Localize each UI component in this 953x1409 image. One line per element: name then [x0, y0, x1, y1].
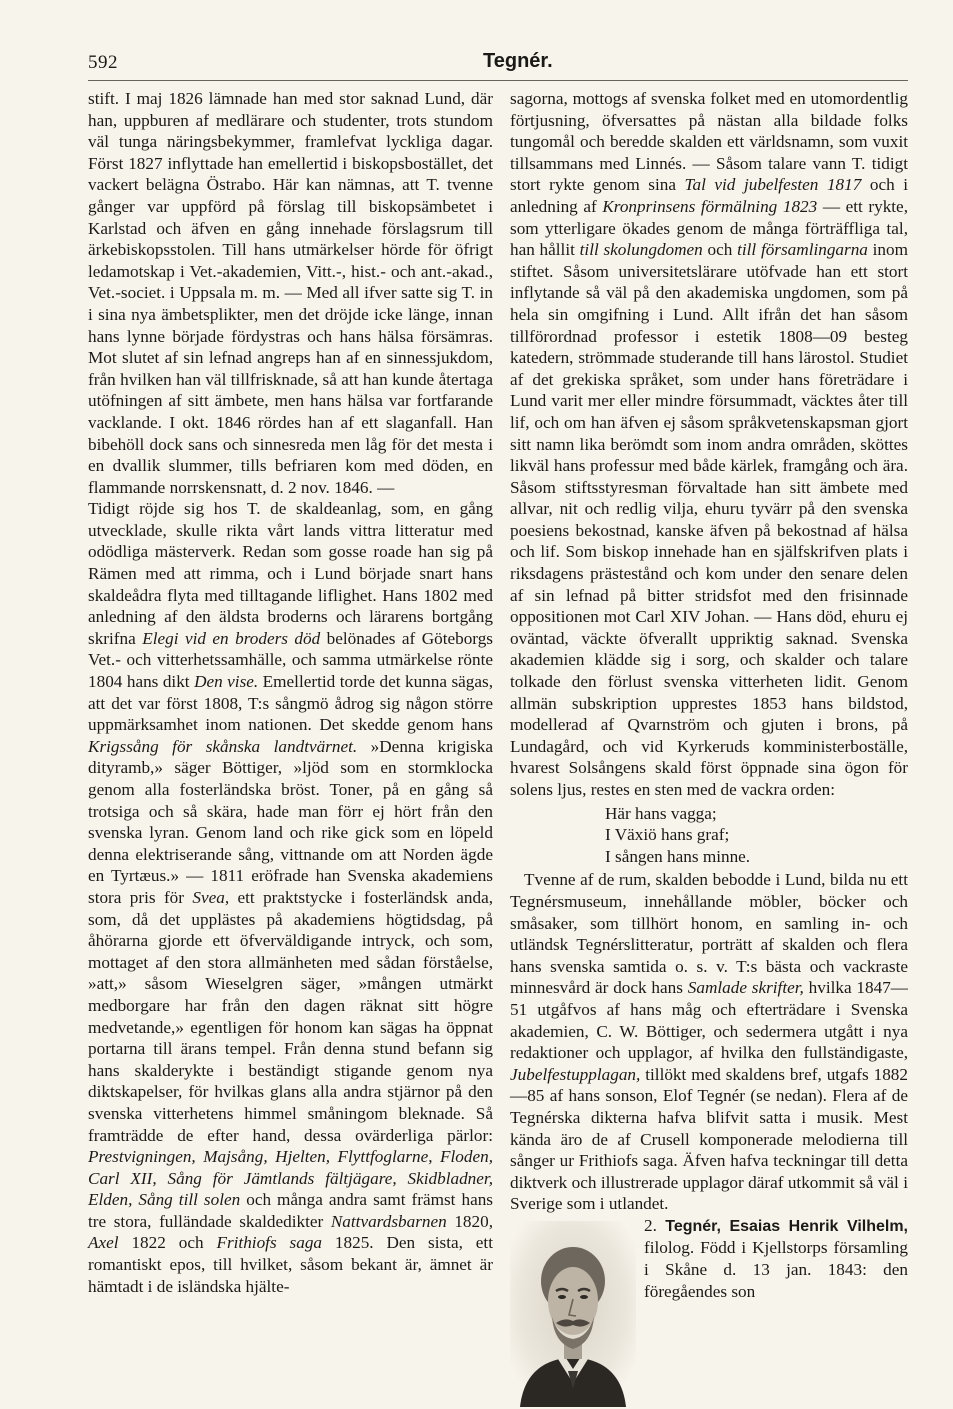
- left-paragraph-2: Tidigt röjde sig hos T. de skaldeanlag, som, en gång utvecklade, skulle rikta vårt lands vittra litteratur med odödliga mästerverk. Redan som gosse roade han sig på Rämen med att rimma, och i Lund började snart hans skaldeådra flyta med tilltagande liflighet. Hans 1802 med anledning af den äldsta broderns och lärarens bortgång skrifna Elegi vid en broders död belönades af Göteborgs Vet.- och vitterhetssamhälle, och samma utmärkelse rönte 1804 hans dikt Den vise. Emellertid torde det kunna sägas, att det var först 1808, T:s sångmö ådrog sig någon större uppmärksamhet inom nationen. Det skedde genom hans Krigssång för skånska landtvärnet. »Denna krigiska dityramb,» säger Böttiger, »ljöd som en stormklocka genom alla fosterländska bröst. Toner, på en gång så trotsiga och så skära, hade man förr ej hört från den svenska lyran. Genom land och rike gick som en löpeld denna elektriserande sång, vittnande om att Norden ägde en Tyrtæus.» — 1811 eröfrade han Svenska akademiens stora pris för Svea, ett praktstycke i fosterländsk anda, som, då det upplästes på akademiens högtidsdag, på åhörarna gjorde ett öfverväldigande intryck, och som, mottaget af den stora allmänheten med sådan förståelse, »att,» såsom Wieselgren säger, »mången utmärkt medborgare har från den dagen räknat sitt högre medvetande,» egentligen för honom kan sägas ha öppnat portarna till ärans tempel. Från denna stund befann sig hans skalderykte i beständigt stigande genom nya diktskapelser, för hvilkas glans alla andra stjärnor på den svenska vitterhetens himmel småningom bleknade. Så framträdde de efter hand, dessa ovärderliga pärlor: Prestvigningen, Majsång, Hjelten, Flyttfoglarne, Floden, Carl XII, Sång för Jämtlands fältjägare, Skidbladner, Elden, Sång till solen och många andra samt främst hans tre stora, fulländade skaldedikter Nattvardsbarnen 1820, Axel 1822 och Frithiofs saga 1825. Den sista, ett romantiskt epos, till hvilket, såsom bekant är, ämnet är hämtadt i de isländska hjälte-: [88, 499, 493, 1296]
- work-title: Krigssång för skånska landtvärnet.: [88, 736, 358, 756]
- running-head: Tegnér.: [483, 50, 553, 72]
- page-header: [88, 48, 908, 78]
- header-rule: [88, 80, 908, 81]
- entry-headword: Tegnér, Esaias Henrik Vilhelm,: [665, 1217, 908, 1235]
- inscription-poem: [605, 803, 908, 868]
- work-title: Tal vid jubelfesten 1817: [684, 175, 862, 195]
- right-column: [510, 88, 908, 1409]
- entry-number: 2.: [644, 1215, 657, 1235]
- portrait-image: [510, 1221, 636, 1407]
- work-title: Jubelfestupplagan,: [510, 1064, 641, 1084]
- poem-line: Här hans vagga;: [605, 803, 717, 823]
- work-title: till församlingarna: [737, 240, 868, 260]
- work-title: Nattvardsbarnen: [330, 1211, 447, 1231]
- portrait-engraving-icon: [510, 1221, 636, 1407]
- left-column: [88, 88, 493, 1297]
- work-title-list: Prestvigningen, Majsång, Hjelten, Flyttfoglarne, Floden, Carl XII, Sång för Jämtlands fältjägare, Skidbladner, Elden, Sång till solen: [88, 1147, 493, 1210]
- work-title: Kronprinsens förmälning 1823: [602, 196, 818, 216]
- poem-line: I sången hans minne.: [605, 846, 751, 866]
- work-title: Samlade skrifter,: [687, 978, 804, 998]
- work-title: Frithiofs saga: [216, 1233, 323, 1253]
- work-title: Elegi vid en broders död: [142, 628, 321, 648]
- right-paragraph-2: Tvenne af de rum, skalden bebodde i Lund, bilda nu ett Tegnérsmuseum, innehållande möbler, böcker och småsaker, som tillhört honom, en samling in- och utländsk Tegnérslitteratur, porträtt af skalden och flera hans svenska samtida o. s. v. T:s bästa och vackraste minnesvård är dock hans Samlade skrifter, hvilka 1847—51 utgåfvos af hans måg och efterträdare i Svenska akademien, C. W. Böttiger, och sedermera utgått i nya redaktioner och upplagor, af hvilka den fullständigaste, Jubelfestupplagan, tillökt med skaldens bref, utgafs 1882—85 af hans sonson, Elof Tegnér (se nedan). Flera af de Tegnérska dikterna hafva blifvit satta i musik. Mest kända äro de af Crusell komponerade melodierna till sånger ur Frithiofs saga. Äfven hafva teckningar till detta diktverk och illustrerade upplagor däraf utkommit så väl i Sverige som i utlandet.: [510, 870, 908, 1214]
- right-paragraph-1: sagorna, mottogs af svenska folket med en utomordentlig förtjusning, öfversattes på nästan alla bildade folks tungomål och beredde skalden ett världsnamn, som vuxit tillsammans med Linnés. — Såsom talare vann T. tidigt stort rykte genom sina Tal vid jubelfesten 1817 och i anledning af Kronprinsens förmälning 1823 — ett rykte, som ytterligare ökades genom de många förträffliga tal, han hållit till skolungdomen och till församlingarna inom stiftet. Såsom universitetslärare utöfvade han ett stort inflytande så väl på den akademiska ungdomen, som på hela sin omgifning i Lund. Allt ifrån det han såsom tillförordnad professor i estetik 1808—09 besteg katedern, strömmade studerande till hans lärostol. Studiet af det grekiska språket, som under hans företrädare i Lund varit mer eller mindre försummadt, väcktes åter till lif, och om han äfven ej såsom språkvetenskapsman gjort sitt namn lika berömdt som inom andra områden, sköttes likväl hans professur med både kärlek, framgång och ära. Såsom stiftsstyresman förvaltade han sitt ämbete med allvar, nit och redlig vilja, ehuru tyvärr på den svenska poesiens bekostnad, kanske äfven på bekostnad af hälsa och lif. Som biskop innehade han en själfskrifven plats i riksdagens prästestånd och kom under den senare delen af sin lefnad på bitter stridsfot med den frisinnade oppositionen mot Carl XIV Johan. — Hans död, ehuru ej oväntad, väckte öfverallt uppriktig saknad. Svenska akademien klädde sig i sorg, och skalder och talare tolkade den förlust svenska vitterheten lidit. Genom allmän subskription upprestes 1853 hans bildstod, modellerad af Qvarnström och gjuten i brons, på Lundagård, och vid Kyrkeruds komministerboställe, hvarest Solsångens skald först öppnade sina ögon för solens ljus, restes en sten med de vackra orden:: [510, 89, 909, 799]
- work-title: till skolungdomen: [579, 240, 703, 260]
- work-title: Den vise.: [194, 672, 259, 692]
- page-number: 592: [88, 52, 118, 73]
- poem-line: I Växiö hans graf;: [605, 825, 730, 845]
- work-title: Svea,: [192, 887, 230, 907]
- work-title: Axel: [88, 1233, 119, 1253]
- left-paragraph-1: stift. I maj 1826 lämnade han med stor saknad Lund, där han, uppburen af medlärare och studenter, trots stundom väl tunga näringsbekymmer, framlefvat lyckliga dagar. Först 1827 inflyttade han emellertid i biskopsbostället, det vackert belägna Östrabo. Här kan nämnas, att T. tvenne gånger var uppförd på förslag till biskopsämbetet i Karlstad och äfven en gång innehade förslagsrum till ärkebiskopsstolen. Till hans utmärkelser hörde för öfrigt ledamotskap i Vet.-akademien, Vitt.-, hist.- och ant.-akad., Vet.-societ. i Uppsala m. m. — Med all ifver satte sig T. in i sina nya ämbetsplikter, men det dröjde icke länge, innan hans lynne började fördystras och hans hälsa försämras. Mot slutet af sin lefnad angreps han af en sinnessjukdom, från hvilken han väl tillfrisknade, så att han kunde återtaga utöfningen af sitt ämbete, men hans hälsa var fortfarande vacklande. I okt. 1846 rördes han af ett slaganfall. Han bibehöll dock sans och sinnesreda men låg för det mesta i en dvallik slummer, tills befriaren kom med döden, en flammande norrskensnatt, d. 2 nov. 1846. —: [88, 89, 493, 497]
- entry-2: 2. Tegnér, Esaias Henrik Vilhelm, filolog. Född i Kjellstorps församling i Skåne d. 13 jan. 1843: den föregåendes son: [510, 1215, 908, 1302]
